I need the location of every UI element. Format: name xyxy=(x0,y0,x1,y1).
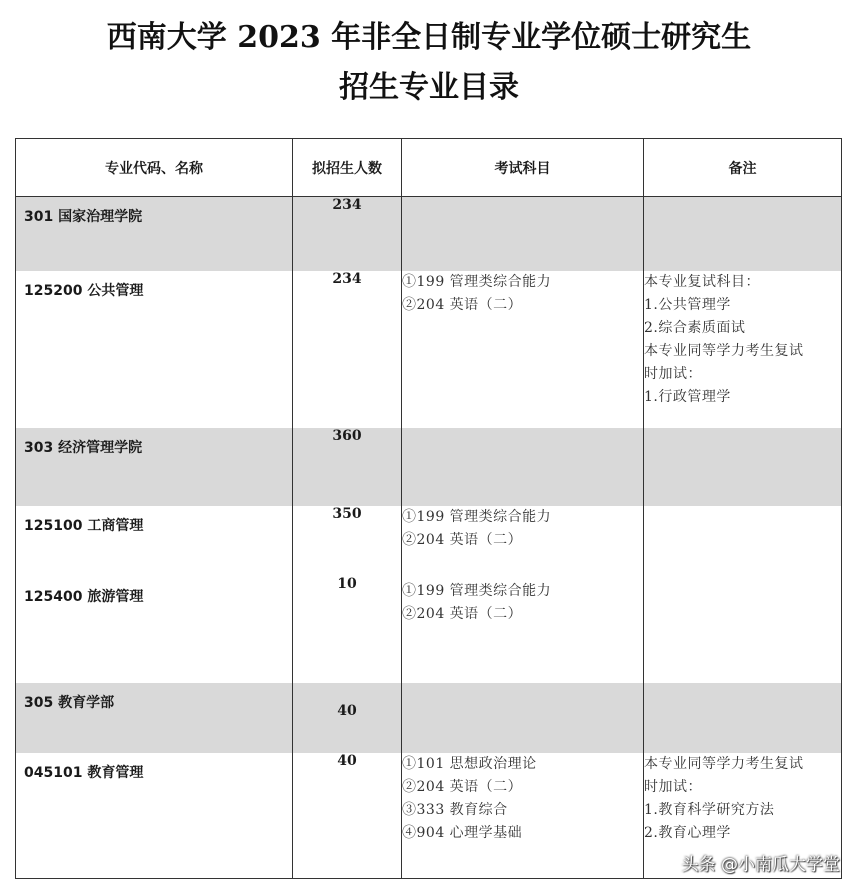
table-row xyxy=(16,506,842,683)
header-count: 拟招生人数 xyxy=(293,139,402,197)
remark-line: 时加试： xyxy=(644,365,702,382)
table-row xyxy=(16,683,842,753)
catalog-table xyxy=(15,138,842,879)
exam-item: ②204 英语（二） xyxy=(402,778,523,795)
exam-item: ④904 心理学基础 xyxy=(402,824,523,841)
exam-item: ②204 英语（二） xyxy=(402,605,523,622)
college-count: 40 xyxy=(293,683,402,753)
page-title: 西南大学 2023 年非全日制专业学位硕士研究生 xyxy=(106,20,752,55)
exam-item: ①199 管理类综合能力 xyxy=(402,273,552,290)
college-count: 360 xyxy=(293,428,402,506)
remark-line: 2.综合素质面试 xyxy=(644,319,746,336)
remark-line: 2.教育心理学 xyxy=(644,824,731,841)
exam-item: ③333 教育综合 xyxy=(402,801,508,818)
exam-subjects xyxy=(402,506,644,683)
major-name: 125200 公共管理 xyxy=(16,271,293,428)
college-name: 303 经济管理学院 xyxy=(16,428,293,506)
major-count: 350 xyxy=(332,505,362,522)
table-row xyxy=(16,197,842,271)
page-subtitle: 招生专业目录 xyxy=(339,70,519,105)
major-count: 40 xyxy=(293,753,402,879)
exam-item: ②204 英语（二） xyxy=(402,296,523,313)
table-row xyxy=(16,271,842,428)
header-major: 专业代码、名称 xyxy=(16,139,293,197)
watermark: 头条 @小南瓜大学堂 xyxy=(681,855,840,875)
major-count: 10 xyxy=(337,575,357,592)
college-name: 301 国家治理学院 xyxy=(16,197,293,271)
major-name: 125100 工商管理 xyxy=(24,517,144,534)
remark-line: 时加试： xyxy=(644,778,702,795)
remark-line: 1.教育科学研究方法 xyxy=(644,801,775,818)
exam-subjects xyxy=(402,271,644,428)
exam-item: ②204 英语（二） xyxy=(402,531,523,548)
college-name: 305 教育学部 xyxy=(16,683,293,753)
remark-line: 1.行政管理学 xyxy=(644,388,731,405)
remark-line: 本专业同等学力考生复试 xyxy=(644,755,804,772)
exam-item: ①199 管理类综合能力 xyxy=(402,582,552,599)
header-exam: 考试科目 xyxy=(402,139,644,197)
remark-line: 本专业复试科目： xyxy=(644,273,760,290)
major-name: 125400 旅游管理 xyxy=(24,588,144,605)
college-count: 234 xyxy=(293,197,402,271)
header-note: 备注 xyxy=(644,139,842,197)
exam-item: ①199 管理类综合能力 xyxy=(402,508,552,525)
major-count: 234 xyxy=(293,271,402,428)
remark-line: 本专业同等学力考生复试 xyxy=(644,342,804,359)
remark-line: 1.公共管理学 xyxy=(644,296,731,313)
major-name: 045101 教育管理 xyxy=(16,753,293,879)
exam-subjects xyxy=(402,753,644,879)
table-header-row xyxy=(16,139,842,197)
remarks xyxy=(644,271,842,428)
table-row xyxy=(16,428,842,506)
exam-item: ①101 思想政治理论 xyxy=(402,755,537,772)
